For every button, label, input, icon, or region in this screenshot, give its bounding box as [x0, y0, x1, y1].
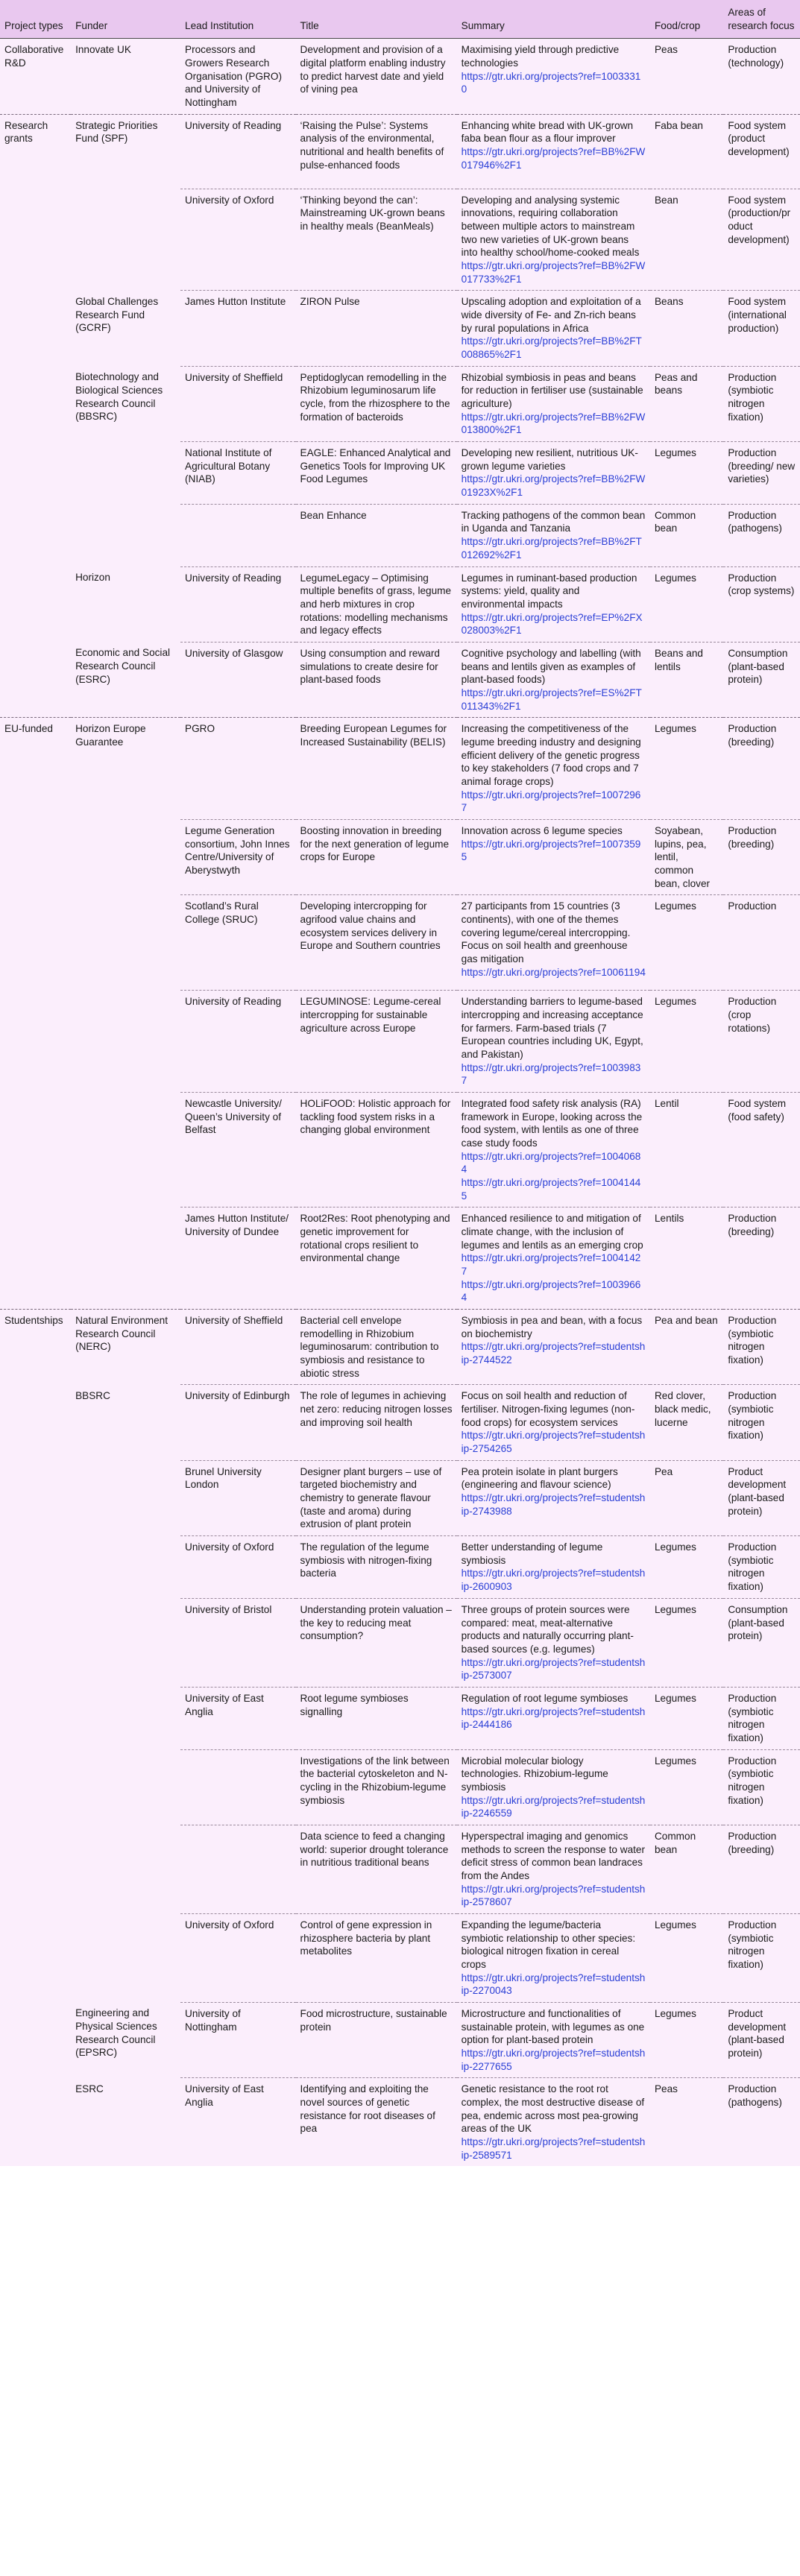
title-cell: LegumeLegacy – Optimising multiple benefits of grass, legume and herb mixtures in crop rotations: modelling mechanisms and legacy effects	[296, 566, 457, 642]
funder-cell: Engineering and Physical Sciences Research Council (EPSRC)	[71, 2002, 180, 2077]
project-link[interactable]: https://gtr.ukri.org/projects?ref=10039837	[461, 1061, 641, 1087]
food-crop-cell: Beans	[650, 291, 723, 366]
food-crop-cell: Legumes	[650, 442, 723, 505]
summary-cell	[457, 819, 650, 894]
project-type-cell	[0, 504, 71, 566]
summary-text: Developing and analysing systemic innovations, requiring collaboration between multiple actors to mainstream two new varieties of UK-grown beans into healthy school/home-cooked meals	[461, 194, 640, 259]
title-cell: Root2Res: Root phenotyping and genetic improvement for rotational crops resilient to environmental change	[296, 1208, 457, 1310]
research-focus-cell: Production (pathogens)	[723, 504, 800, 566]
summary-text: Expanding the legume/bacteria symbiotic relationship to other species: biological nitrogen fixation in cereal crops	[461, 1919, 636, 1970]
summary-cell	[457, 366, 650, 441]
summary-text: Cognitive psychology and labelling (with beans and lentils given as examples of plant-based foods)	[461, 647, 641, 686]
project-link[interactable]: https://gtr.ukri.org/projects?ref=studentship-2270043	[461, 1972, 646, 1997]
research-focus-cell: Production (breeding/ new varieties)	[723, 442, 800, 505]
col-header-funder: Funder	[71, 0, 180, 39]
food-crop-cell: Red clover, black medic, lucerne	[650, 1385, 723, 1460]
funder-cell	[71, 189, 180, 291]
project-type-cell	[0, 566, 71, 642]
title-cell: ‘Thinking beyond the can’: Mainstreaming UK-grown beans in healthy meals (BeanMeals)	[296, 189, 457, 291]
lead-institution-cell: Newcastle University/ Queen’s University of Belfast	[180, 1092, 296, 1207]
lead-institution-cell: National Institute of Agricultural Botany (NIAB)	[180, 442, 296, 505]
table-row	[0, 504, 800, 566]
summary-cell	[457, 1913, 650, 2002]
project-type-cell	[0, 1687, 71, 1749]
food-crop-cell: Peas	[650, 39, 723, 114]
research-focus-cell: Production (symbiotic nitrogen fixation)	[723, 1749, 800, 1825]
lead-institution-cell: University of Sheffield	[180, 366, 296, 441]
title-cell: Identifying and exploiting the novel sources of genetic resistance for root diseases of pea	[296, 2078, 457, 2167]
title-cell: Using consumption and reward simulations to create desire for plant-based foods	[296, 642, 457, 717]
project-link[interactable]: https://gtr.ukri.org/projects?ref=10039664	[461, 1278, 641, 1304]
project-type-cell	[0, 366, 71, 441]
table-row	[0, 895, 800, 991]
food-crop-cell: Legumes	[650, 895, 723, 991]
summary-cell	[457, 504, 650, 566]
funder-cell	[71, 1598, 180, 1687]
research-focus-cell: Production (crop rotations)	[723, 991, 800, 1093]
lead-institution-cell	[180, 1749, 296, 1825]
funder-cell	[71, 442, 180, 505]
summary-text: Tracking pathogens of the common bean in Uganda and Tanzania	[461, 509, 646, 534]
summary-text: Three groups of protein sources were compared: meat, meat-alternative products and naturally occurring plant-based sources (e.g. legumes)	[461, 1603, 634, 1655]
project-type-cell	[0, 1536, 71, 1599]
research-focus-cell: Consumption (plant-based protein)	[723, 1598, 800, 1687]
project-type-cell: EU-funded	[0, 718, 71, 820]
food-crop-cell: Legumes	[650, 1598, 723, 1687]
research-focus-cell: Food system (product development)	[723, 114, 800, 189]
research-focus-cell: Consumption (plant-based protein)	[723, 642, 800, 717]
funder-cell	[71, 1460, 180, 1535]
lead-institution-cell: PGRO	[180, 718, 296, 820]
lead-institution-cell: Processors and Growers Research Organisation (PGRO) and University of Nottingham	[180, 39, 296, 114]
summary-cell	[457, 1208, 650, 1310]
summary-text: Microbial molecular biology technologies. Rhizobium-legume symbiosis	[461, 1755, 608, 1793]
project-link[interactable]: https://gtr.ukri.org/projects?ref=ES%2FT011343%2F1	[461, 686, 642, 712]
title-cell: Data science to feed a changing world: superior drought tolerance in nutritious traditional beans	[296, 1825, 457, 1913]
summary-cell	[457, 718, 650, 820]
table-row	[0, 1687, 800, 1749]
summary-text: Upscaling adoption and exploitation of a wide diversity of Fe- and Zn-rich beans by rural populations in Africa	[461, 296, 641, 334]
food-crop-cell: Pea	[650, 1460, 723, 1535]
project-link[interactable]: https://gtr.ukri.org/projects?ref=10072967	[461, 789, 641, 814]
summary-cell	[457, 1310, 650, 1385]
summary-cell	[457, 189, 650, 291]
summary-text: Focus on soil health and reduction of fertiliser. Nitrogen-fixing legumes (non-food crops) for ecosystem services	[461, 1390, 635, 1428]
food-crop-cell: Common bean	[650, 1825, 723, 1913]
project-link[interactable]: https://gtr.ukri.org/projects?ref=BB%2FW017733%2F1	[461, 260, 646, 285]
funder-cell: Biotechnology and Biological Sciences Research Council (BBSRC)	[71, 366, 180, 441]
project-type-cell	[0, 1092, 71, 1207]
project-type-cell: Studentships	[0, 1310, 71, 1385]
research-focus-cell: Production (crop systems)	[723, 566, 800, 642]
project-type-cell	[0, 291, 71, 366]
lead-institution-cell: University of Oxford	[180, 1913, 296, 2002]
summary-cell	[457, 1536, 650, 1599]
research-focus-cell: Product development (plant-based protein)	[723, 1460, 800, 1535]
food-crop-cell: Legumes	[650, 718, 723, 820]
title-cell: Bean Enhance	[296, 504, 457, 566]
project-type-cell	[0, 895, 71, 991]
title-cell: Control of gene expression in rhizosphere bacteria by plant metabolites	[296, 1913, 457, 2002]
funder-cell	[71, 1749, 180, 1825]
research-focus-cell: Production	[723, 895, 800, 991]
project-link[interactable]: https://gtr.ukri.org/projects?ref=10040684	[461, 1150, 641, 1175]
table-row	[0, 819, 800, 894]
funder-cell	[71, 1092, 180, 1207]
table-row	[0, 1749, 800, 1825]
lead-institution-cell: University of Reading	[180, 114, 296, 189]
lead-institution-cell: University of Bristol	[180, 1598, 296, 1687]
table-row	[0, 189, 800, 291]
table-body	[0, 39, 800, 2167]
summary-text: Regulation of root legume symbioses	[461, 1692, 629, 1704]
table-row	[0, 991, 800, 1093]
funder-cell: BBSRC	[71, 1385, 180, 1460]
food-crop-cell: Legumes	[650, 1913, 723, 2002]
summary-cell	[457, 1825, 650, 1913]
summary-text: Rhizobial symbiosis in peas and beans for reduction in fertiliser use (sustainable agriculture)	[461, 371, 643, 410]
project-link[interactable]: https://gtr.ukri.org/projects?ref=BB%2FT012692%2F1	[461, 536, 642, 561]
title-cell: Food microstructure, sustainable protein	[296, 2002, 457, 2077]
title-cell: Developing intercropping for agrifood value chains and ecosystem services delivery in Europe and Southern countries	[296, 895, 457, 991]
summary-text: Microstructure and functionalities of sustainable protein, with legumes as one option for plant-based protein	[461, 2007, 645, 2046]
summary-cell	[457, 2078, 650, 2167]
project-type-cell	[0, 1385, 71, 1460]
summary-cell	[457, 1749, 650, 1825]
food-crop-cell: Pea and bean	[650, 1310, 723, 1385]
summary-text: Increasing the competitiveness of the legume breeding industry and designing efficient delivery of the genetic progress to key stakeholders (7 food crops and 7 animal forage crops)	[461, 723, 641, 787]
research-focus-cell: Production (symbiotic nitrogen fixation)	[723, 1687, 800, 1749]
summary-cell	[457, 39, 650, 114]
research-focus-cell: Food system (food safety)	[723, 1092, 800, 1207]
table-row	[0, 642, 800, 717]
funder-cell	[71, 895, 180, 991]
title-cell: The regulation of the legume symbiosis with nitrogen-fixing bacteria	[296, 1536, 457, 1599]
col-header-project-types: Project types	[0, 0, 71, 39]
col-header-food-crop: Food/crop	[650, 0, 723, 39]
summary-cell	[457, 1598, 650, 1687]
funder-cell: Horizon	[71, 566, 180, 642]
research-focus-cell: Food system (international production)	[723, 291, 800, 366]
summary-text: Developing new resilient, nutritious UK-grown legume varieties	[461, 447, 638, 472]
project-link[interactable]: https://gtr.ukri.org/projects?ref=studentship-2744522	[461, 1341, 646, 1366]
food-crop-cell: Lentils	[650, 1208, 723, 1310]
summary-cell	[457, 566, 650, 642]
lead-institution-cell: University of Oxford	[180, 1536, 296, 1599]
summary-text: 27 participants from 15 countries (3 continents), with one of the themes covering legume/cereal intercropping. Focus on soil health and greenhouse gas mitigation	[461, 900, 631, 965]
table-row	[0, 291, 800, 366]
summary-text: Understanding barriers to legume-based intercropping and increasing acceptance for farmers. Farm-based trials (7 European countries including UK, Egypt, and Pakistan)	[461, 996, 643, 1060]
lead-institution-cell: University of Sheffield	[180, 1310, 296, 1385]
title-cell: Boosting innovation in breeding for the next generation of legume crops for Europe	[296, 819, 457, 894]
title-cell: Investigations of the link between the bacterial cytoskeleton and N-cycling in the Rhizobium-legume symbiosis	[296, 1749, 457, 1825]
project-link[interactable]: https://gtr.ukri.org/projects?ref=studentship-2246559	[461, 1794, 646, 1819]
research-focus-cell: Food system (production/product development)	[723, 189, 800, 291]
project-link[interactable]: https://gtr.ukri.org/projects?ref=10073595	[461, 838, 641, 863]
funder-cell: ESRC	[71, 2078, 180, 2167]
food-crop-cell: Common bean	[650, 504, 723, 566]
project-type-cell	[0, 819, 71, 894]
research-focus-cell: Production (symbiotic nitrogen fixation)	[723, 1913, 800, 2002]
lead-institution-cell: University of Reading	[180, 566, 296, 642]
project-type-cell	[0, 2078, 71, 2167]
research-focus-cell: Production (breeding)	[723, 718, 800, 820]
table-row	[0, 366, 800, 441]
summary-cell	[457, 442, 650, 505]
project-link[interactable]: https://gtr.ukri.org/projects?ref=EP%2FX028003%2F1	[461, 611, 643, 637]
summary-text: Symbiosis in pea and bean, with a focus on biochemistry	[461, 1315, 643, 1339]
summary-cell	[457, 2002, 650, 2077]
summary-text: Maximising yield through predictive technologies	[461, 44, 620, 69]
project-type-cell	[0, 642, 71, 717]
lead-institution-cell: Scotland’s Rural College (SRUC)	[180, 895, 296, 991]
table-row	[0, 1310, 800, 1385]
project-link[interactable]: https://gtr.ukri.org/projects?ref=studentship-2573007	[461, 1656, 646, 1682]
project-link[interactable]: https://gtr.ukri.org/projects?ref=studentship-2743988	[461, 1492, 646, 1517]
table-row	[0, 1825, 800, 1913]
table-row	[0, 2002, 800, 2077]
funder-cell	[71, 1536, 180, 1599]
summary-text: Enhanced resilience to and mitigation of climate change, with the inclusion of legumes and lentils as an emerging crop	[461, 1213, 643, 1251]
project-link[interactable]: https://gtr.ukri.org/projects?ref=studentship-2444186	[461, 1705, 646, 1731]
table-row	[0, 1460, 800, 1535]
food-crop-cell: Peas and beans	[650, 366, 723, 441]
lead-institution-cell: University of Oxford	[180, 189, 296, 291]
summary-cell	[457, 1385, 650, 1460]
food-crop-cell: Lentil	[650, 1092, 723, 1207]
research-focus-cell: Product development (plant-based protein)	[723, 2002, 800, 2077]
project-type-cell	[0, 189, 71, 291]
table-row	[0, 1385, 800, 1460]
col-header-research-focus: Areas of research focus	[723, 0, 800, 39]
summary-text: Genetic resistance to the root rot complex, the most destructive disease of pea, endemic across most pea-growing areas of the UK	[461, 2083, 645, 2135]
funder-cell: Economic and Social Research Council (ESRC)	[71, 642, 180, 717]
table-row	[0, 718, 800, 820]
project-type-cell	[0, 1749, 71, 1825]
title-cell: Development and provision of a digital platform enabling industry to predict harvest date and yield of vining pea	[296, 39, 457, 114]
project-link[interactable]: https://gtr.ukri.org/projects?ref=BB%2FW013800%2F1	[461, 411, 646, 436]
lead-institution-cell: James Hutton Institute/ University of Dundee	[180, 1208, 296, 1310]
col-header-summary: Summary	[457, 0, 650, 39]
summary-cell	[457, 642, 650, 717]
food-crop-cell: Legumes	[650, 2002, 723, 2077]
research-focus-cell: Production (symbiotic nitrogen fixation)	[723, 366, 800, 441]
project-link[interactable]: https://gtr.ukri.org/projects?ref=studentship-2589571	[461, 2136, 646, 2161]
project-link[interactable]: https://gtr.ukri.org/projects?ref=BB%2FW017946%2F1	[461, 146, 646, 171]
title-cell: ‘Raising the Pulse’: Systems analysis of the environmental, nutritional and health benefits of pulse-enhanced foods	[296, 114, 457, 189]
project-link[interactable]: https://gtr.ukri.org/projects?ref=BB%2FT008865%2F1	[461, 335, 642, 361]
funder-cell	[71, 1687, 180, 1749]
food-crop-cell: Faba bean	[650, 114, 723, 189]
lead-institution-cell: University of East Anglia	[180, 2078, 296, 2167]
lead-institution-cell: University of East Anglia	[180, 1687, 296, 1749]
title-cell: EAGLE: Enhanced Analytical and Genetics Tools for Improving UK Food Legumes	[296, 442, 457, 505]
lead-institution-cell: Legume Generation consortium, John Innes Centre/University of Aberystwyth	[180, 819, 296, 894]
title-cell: ZIRON Pulse	[296, 291, 457, 366]
title-cell: Understanding protein valuation – the key to reducing meat consumption?	[296, 1598, 457, 1687]
food-crop-cell: Legumes	[650, 1749, 723, 1825]
table-row	[0, 1536, 800, 1599]
research-focus-cell: Production (pathogens)	[723, 2078, 800, 2167]
project-link[interactable]: https://gtr.ukri.org/projects?ref=BB%2FW01923X%2F1	[461, 473, 646, 499]
summary-text: Enhancing white bread with UK-grown faba bean flour as a flour improver	[461, 119, 634, 145]
project-type-cell	[0, 1598, 71, 1687]
summary-cell	[457, 1092, 650, 1207]
funder-cell: Natural Environment Research Council (NERC)	[71, 1310, 180, 1385]
funder-cell	[71, 991, 180, 1093]
summary-cell	[457, 291, 650, 366]
food-crop-cell: Soyabean, lupins, pea, lentil, common bean, clover	[650, 819, 723, 894]
table-row	[0, 114, 800, 189]
summary-cell	[457, 114, 650, 189]
title-cell: Breeding European Legumes for Increased Sustainability (BELIS)	[296, 718, 457, 820]
project-link[interactable]: https://gtr.ukri.org/projects?ref=studentship-2578607	[461, 1883, 646, 1908]
title-cell: Bacterial cell envelope remodelling in Rhizobium leguminosarum: contribution to symbiosis and resistance to abiotic stress	[296, 1310, 457, 1385]
project-type-cell	[0, 991, 71, 1093]
research-focus-cell: Production (breeding)	[723, 819, 800, 894]
summary-cell	[457, 1460, 650, 1535]
funder-cell: Horizon Europe Guarantee	[71, 718, 180, 820]
header-row	[0, 0, 800, 39]
project-type-cell	[0, 1208, 71, 1310]
lead-institution-cell: James Hutton Institute	[180, 291, 296, 366]
summary-text: Innovation across 6 legume species	[461, 824, 623, 836]
project-type-cell: Collaborative R&D	[0, 39, 71, 114]
table-row	[0, 566, 800, 642]
research-focus-cell: Production (symbiotic nitrogen fixation)	[723, 1536, 800, 1599]
food-crop-cell: Bean	[650, 189, 723, 291]
lead-institution-cell: University of Nottingham	[180, 2002, 296, 2077]
col-header-title: Title	[296, 0, 457, 39]
funder-cell	[71, 1825, 180, 1913]
lead-institution-cell	[180, 504, 296, 566]
summary-text: Legumes in ruminant-based production systems: yield, quality and environmental impacts	[461, 572, 637, 610]
title-cell: Root legume symbioses signalling	[296, 1687, 457, 1749]
funder-cell	[71, 819, 180, 894]
research-focus-cell: Production (breeding)	[723, 1825, 800, 1913]
research-focus-cell: Production (breeding)	[723, 1208, 800, 1310]
project-link[interactable]: https://gtr.ukri.org/projects?ref=studentship-2600903	[461, 1568, 646, 1593]
funder-cell: Innovate UK	[71, 39, 180, 114]
project-type-cell	[0, 2002, 71, 2077]
table-row	[0, 1208, 800, 1310]
project-type-cell	[0, 442, 71, 505]
table-row	[0, 442, 800, 505]
summary-text: Hyperspectral imaging and genomics methods to screen the response to water deficit stress of common bean landraces from the Andes	[461, 1830, 645, 1881]
food-crop-cell: Legumes	[650, 1536, 723, 1599]
research-focus-cell: Production (symbiotic nitrogen fixation)	[723, 1310, 800, 1385]
project-link[interactable]: https://gtr.ukri.org/projects?ref=10041445	[461, 1177, 641, 1202]
summary-cell	[457, 895, 650, 991]
summary-text: Integrated food safety risk analysis (RA) framework in Europe, looking across the food system, with lentils as one of three case study foods	[461, 1097, 643, 1149]
lead-institution-cell: University of Glasgow	[180, 642, 296, 717]
table-row	[0, 2078, 800, 2167]
project-link[interactable]: https://gtr.ukri.org/projects?ref=studentship-2754265	[461, 1430, 646, 1455]
food-crop-cell: Beans and lentils	[650, 642, 723, 717]
table-row	[0, 39, 800, 114]
research-focus-cell: Production (technology)	[723, 39, 800, 114]
title-cell: HOLiFOOD: Holistic approach for tackling food system risks in a changing global environment	[296, 1092, 457, 1207]
summary-cell	[457, 991, 650, 1093]
food-crop-cell: Peas	[650, 2078, 723, 2167]
funder-cell	[71, 504, 180, 566]
title-cell: LEGUMINOSE: Legume-cereal intercropping for sustainable agriculture across Europe	[296, 991, 457, 1093]
title-cell: Peptidoglycan remodelling in the Rhizobium leguminosarum life cycle, from the rhizosphere to the formation of bacteroids	[296, 366, 457, 441]
project-type-cell	[0, 1825, 71, 1913]
project-link[interactable]: https://gtr.ukri.org/projects?ref=10061194	[461, 966, 646, 978]
lead-institution-cell: Brunel University London	[180, 1460, 296, 1535]
project-type-cell	[0, 1460, 71, 1535]
title-cell: The role of legumes in achieving net zero: reducing nitrogen losses and improving soil health	[296, 1385, 457, 1460]
lead-institution-cell: University of Edinburgh	[180, 1385, 296, 1460]
summary-text: Better understanding of legume symbiosis	[461, 1541, 603, 1566]
research-focus-cell: Production (symbiotic nitrogen fixation)	[723, 1385, 800, 1460]
funder-cell	[71, 1913, 180, 2002]
food-crop-cell: Legumes	[650, 566, 723, 642]
project-link[interactable]: https://gtr.ukri.org/projects?ref=studentship-2277655	[461, 2047, 646, 2072]
summary-text: Pea protein isolate in plant burgers (engineering and flavour science)	[461, 1465, 618, 1491]
food-crop-cell: Legumes	[650, 1687, 723, 1749]
table-row	[0, 1598, 800, 1687]
table-row	[0, 1913, 800, 2002]
food-crop-cell: Legumes	[650, 991, 723, 1093]
table-row	[0, 1092, 800, 1207]
col-header-lead-institution: Lead Institution	[180, 0, 296, 39]
title-cell: Designer plant burgers – use of targeted biochemistry and chemistry to generate flavour (taste and aroma) during extrusion of plant protein	[296, 1460, 457, 1535]
lead-institution-cell: University of Reading	[180, 991, 296, 1093]
funder-cell: Global Challenges Research Fund (GCRF)	[71, 291, 180, 366]
lead-institution-cell	[180, 1825, 296, 1913]
funder-cell	[71, 1208, 180, 1310]
project-link[interactable]: https://gtr.ukri.org/projects?ref=10041427	[461, 1252, 641, 1278]
project-link[interactable]: https://gtr.ukri.org/projects?ref=10033310	[461, 70, 641, 95]
project-type-cell: Research grants	[0, 114, 71, 189]
project-type-cell	[0, 1913, 71, 2002]
funder-cell: Strategic Priorities Fund (SPF)	[71, 114, 180, 189]
summary-cell	[457, 1687, 650, 1749]
